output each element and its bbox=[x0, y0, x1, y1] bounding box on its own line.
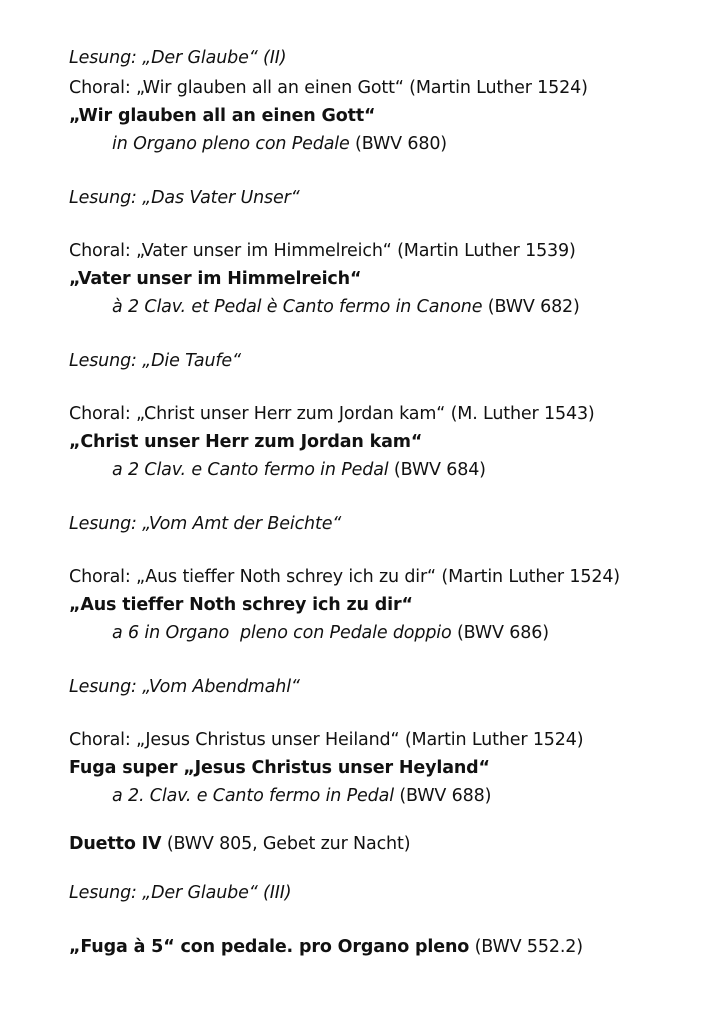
work-scoring-bwv-684 bbox=[112, 459, 486, 481]
work-scoring-bwv-680 bbox=[112, 133, 447, 155]
work-duetto-iv bbox=[69, 833, 410, 855]
catalog-number: (BWV 686) bbox=[451, 623, 549, 643]
work-fuga-a-5 bbox=[69, 936, 583, 958]
work-detail-duetto: (BWV 805, Gebet zur Nacht) bbox=[161, 834, 411, 854]
work-scoring-bwv-682 bbox=[112, 296, 580, 318]
scoring-text: à 2 Clav. et Pedal è Canto fermo in Canone bbox=[112, 297, 483, 317]
reading-vom-amt-der-beichte: Lesung: „Vom Amt der Beichte“ bbox=[69, 514, 342, 534]
work-scoring-bwv-688 bbox=[112, 785, 491, 807]
work-title-duetto: Duetto IV bbox=[69, 834, 162, 854]
work-title-wir-glauben: „Wir glauben all an einen Gott“ bbox=[69, 106, 376, 126]
work-scoring-bwv-686 bbox=[112, 622, 549, 644]
chorale-jesus-christus: Choral: „Jesus Christus unser Heiland“ (Martin Luther 1524) bbox=[69, 730, 584, 750]
scoring-text: in Organo pleno con Pedale bbox=[112, 134, 350, 154]
catalog-number: (BWV 684) bbox=[388, 460, 486, 480]
reading-der-glaube-2: Lesung: „Der Glaube“ (II) bbox=[69, 48, 287, 68]
catalog-number: (BWV 680) bbox=[349, 134, 447, 154]
reading-die-taufe: Lesung: „Die Taufe“ bbox=[69, 351, 241, 371]
work-title-fuga: „Fuga à 5“ con pedale. pro Organo pleno bbox=[69, 937, 470, 957]
work-title-fuga-super-jesus-christus: Fuga super „Jesus Christus unser Heyland“ bbox=[69, 758, 490, 778]
work-title-christ-unser-herr: „Christ unser Herr zum Jordan kam“ bbox=[69, 432, 423, 452]
reading-der-glaube-3: Lesung: „Der Glaube“ (III) bbox=[69, 883, 292, 903]
scoring-text: a 2. Clav. e Canto fermo in Pedal bbox=[112, 786, 394, 806]
reading-vom-abendmahl: Lesung: „Vom Abendmahl“ bbox=[69, 677, 300, 697]
catalog-number: (BWV 552.2) bbox=[469, 937, 583, 957]
catalog-number: (BWV 688) bbox=[393, 786, 492, 806]
chorale-vater-unser: Choral: „Vater unser im Himmelreich“ (Martin Luther 1539) bbox=[69, 241, 576, 261]
catalog-number: (BWV 682) bbox=[482, 297, 580, 317]
work-title-aus-tieffer-noth: „Aus tieffer Noth schrey ich zu dir“ bbox=[69, 595, 413, 615]
chorale-wir-glauben: Choral: „Wir glauben all an einen Gott“ (Martin Luther 1524) bbox=[69, 78, 588, 98]
chorale-aus-tieffer-noth: Choral: „Aus tieffer Noth schrey ich zu dir“ (Martin Luther 1524) bbox=[69, 567, 620, 587]
work-title-vater-unser: „Vater unser im Himmelreich“ bbox=[69, 269, 362, 289]
scoring-text: a 2 Clav. e Canto fermo in Pedal bbox=[112, 460, 389, 480]
scoring-text: a 6 in Organo pleno con Pedale doppio bbox=[112, 623, 452, 643]
reading-vater-unser: Lesung: „Das Vater Unser“ bbox=[69, 188, 300, 208]
chorale-christ-unser-herr: Choral: „Christ unser Herr zum Jordan kam“ (M. Luther 1543) bbox=[69, 404, 595, 424]
